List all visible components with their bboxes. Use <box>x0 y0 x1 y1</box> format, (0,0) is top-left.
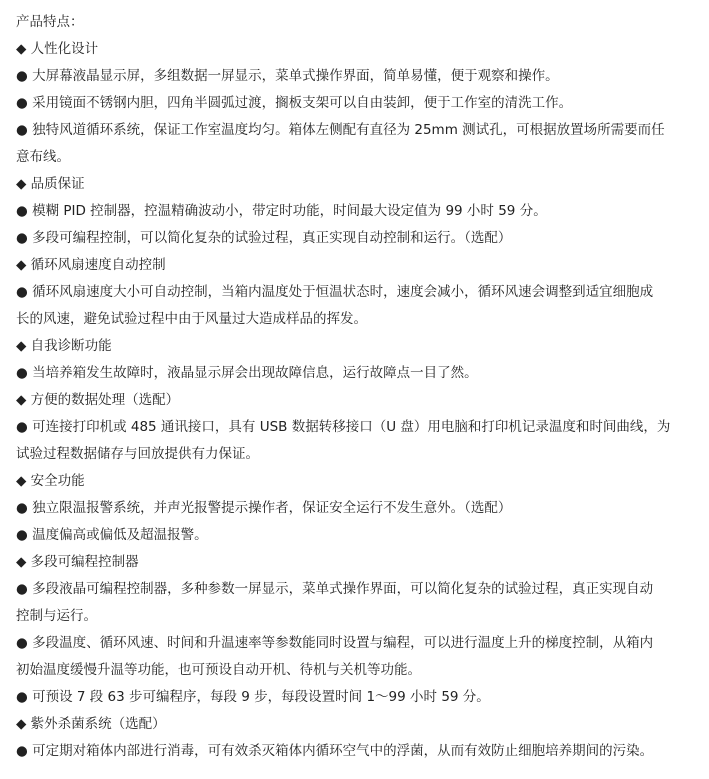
section-heading-self-diagnosis: ◆ 自我诊断功能 <box>16 338 112 354</box>
bullet-programmable-control: ● 多段可编程控制，可以简化复杂的试验过程，真正实现自动控制和运行。（选配） <box>16 230 512 246</box>
bullet-air-duct-line-1: ● 独特风道循环系统，保证工作室温度均匀。箱体左侧配有直径为 25mm 测试孔，可根据放置场所需要而任 <box>16 122 665 138</box>
section-heading-fan-speed: ◆ 循环风扇速度自动控制 <box>16 257 166 273</box>
bullet-pid-controller: ● 模糊 PID 控制器，控温精确波动小，带定时功能，时间最大设定值为 99 小时 59 分。 <box>16 203 547 219</box>
bullet-gradient-control-line-2: 初始温度缓慢升温等功能，也可预设自动开机、待机与关机等功能。 <box>16 662 421 678</box>
bullet-temperature-alarm: ● 温度偏高或偏低及超温报警。 <box>16 527 208 543</box>
section-heading-multi-segment: ◆ 多段可编程控制器 <box>16 554 139 570</box>
bullet-air-duct-line-2: 意布线。 <box>16 149 70 165</box>
doc-heading: 产品特点： <box>16 14 84 30</box>
bullet-fault-display: ● 当培养箱发生故障时，液晶显示屏会出现故障信息，运行故障点一目了然。 <box>16 365 478 381</box>
bullet-multi-segment-line-1: ● 多段液晶可编程控制器，多种参数一屏显示，菜单式操作界面，可以简化复杂的试验过程，真正实现自动 <box>16 581 654 597</box>
bullet-lcd-display: ● 大屏幕液晶显示屏，多组数据一屏显示，菜单式操作界面，简单易懂，便于观察和操作。 <box>16 68 559 84</box>
section-heading-safety: ◆ 安全功能 <box>16 473 85 489</box>
bullet-multi-segment-line-2: 控制与运行。 <box>16 608 97 624</box>
bullet-gradient-control-line-1: ● 多段温度、循环风速、时间和升温速率等参数能同时设置与编程，可以进行温度上升的梯度控制，从箱内 <box>16 635 654 651</box>
section-heading-humanized-design: ◆ 人性化设计 <box>16 41 99 57</box>
bullet-program-steps: ● 可预设 7 段 63 步可编程序，每段 9 步，每段设置时间 1～99 小时 59 分。 <box>16 689 490 705</box>
bullet-uv-disinfection: ● 可定期对箱体内部进行消毒，可有效杀灭箱体内循环空气中的浮菌，从而有效防止细胞培养期间的污染。 <box>16 743 654 759</box>
bullet-alarm-system: ● 独立限温报警系统，并声光报警提示操作者，保证安全运行不发生意外。（选配） <box>16 500 512 516</box>
bullet-printer-usb-line-2: 试验过程数据储存与回放提供有力保证。 <box>16 446 259 462</box>
bullet-printer-usb-line-1: ● 可连接打印机或 485 通讯接口，具有 USB 数据转移接口（U 盘）用电脑和打印机记录温度和时间曲线，为 <box>16 419 671 435</box>
section-heading-data-processing: ◆ 方便的数据处理（选配） <box>16 392 180 408</box>
section-heading-uv-sterilization: ◆ 紫外杀菌系统（选配） <box>16 716 166 732</box>
section-heading-quality: ◆ 品质保证 <box>16 176 85 192</box>
bullet-fan-speed-line-2: 长的风速，避免试验过程中由于风量过大造成样品的挥发。 <box>16 311 367 327</box>
product-features-document <box>16 9 696 765</box>
bullet-fan-speed-line-1: ● 循环风扇速度大小可自动控制，当箱内温度处于恒温状态时，速度会减小，循环风速会调整到适宜细胞成 <box>16 284 654 300</box>
bullet-stainless-liner: ● 采用镜面不锈钢内胆，四角半圆弧过渡，搁板支架可以自由装卸，便于工作室的清洗工作。 <box>16 95 573 111</box>
